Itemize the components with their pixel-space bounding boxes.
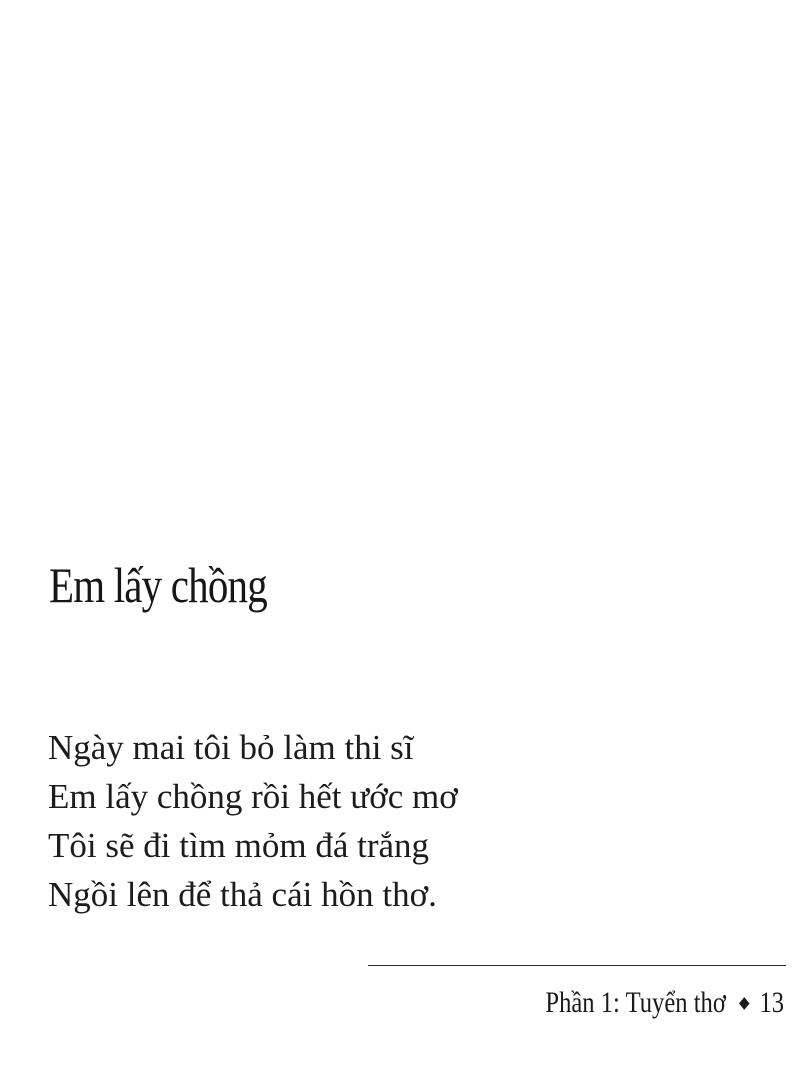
poem-body xyxy=(48,723,458,919)
poem-line: Em lấy chồng rồi hết ước mơ xyxy=(48,777,458,816)
poem-line: Ngồi lên để thả cái hồn thơ. xyxy=(48,875,437,914)
diamond-bullet-icon xyxy=(739,997,749,1010)
footer-section-title: Phần 1: Tuyển thơ xyxy=(545,986,726,1019)
running-footer xyxy=(545,985,784,1021)
poem-line: Tôi sẽ đi tìm mỏm đá trắng xyxy=(48,826,430,865)
page-number: 13 xyxy=(759,986,784,1019)
poem-line: Ngày mai tôi bỏ làm thi sĩ xyxy=(48,728,414,767)
footer-divider xyxy=(368,965,786,966)
poem-title: Em lấy chồng xyxy=(49,557,267,613)
